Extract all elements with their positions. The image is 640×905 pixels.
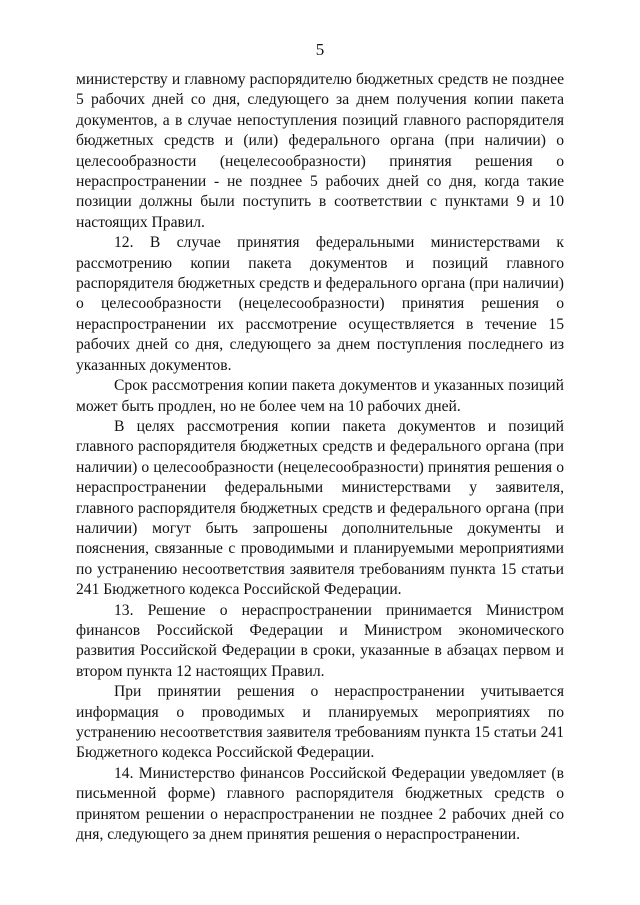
paragraph-decision-considerations: При принятии решения о нераспространении учитывается информация о проводимых и планируемых мероприятиях по устранению несоответствия заявителя требованиям пункта 15 статьи 241 Бюджетного кодекса Российской Федерации. [76,683,564,762]
paragraph-review-term: Срок рассмотрения копии пакета документов и указанных позиций может быть продлен, но не более чем на 10 рабочих дней. [76,377,564,415]
page-number: 5 [315,40,325,59]
paragraph-additional-documents: В целях рассмотрения копии пакета документов и позиций главного распорядителя бюджетных средств и федерального органа (при наличии) о целесообразности (нецелесообразности) принятия решения о нераспространении федеральными министерствами у заявителя, главного распорядителя бюджетных средств и федерального органа (при наличии) могут быть запрошены дополнительные документы и пояснения, связанные с проводимыми и планируемыми мероприятиями по устранению несоответствия заявителя требованиям пункта 15 статьи 241 Бюджетного кодекса Российской Федерации. [76,417,564,599]
paragraph-clause-13: 13. Решение о нераспространении принимается Министром финансов Российской Федерации и Министром экономического развития Российской Федерации в сроки, указанные в абзацах первом и втором пункта 12 настоящих Правил. [76,601,564,680]
paragraph-clause-14: 14. Министерство финансов Российской Федерации уведомляет (в письменной форме) главного распорядителя бюджетных средств о принятом решении о нераспространении не позднее 2 рабочих дней со дня, следующего за днем принятия решения о нераспространении. [76,764,564,844]
document-body [76,70,564,845]
paragraph-continuation: министерству и главному распорядителю бюджетных средств не позднее 5 рабочих дней со дня, следующего за днем получения копии пакета документов, а в случае непоступления позиций главного распорядителя бюджетных средств и (или) федерального органа (при наличии) о целесообразности (нецелесообразности) принятия решения о нераспространении - не позднее 5 рабочих дней со дня, когда такие позиции должны были поступить в соответствии с пунктами 9 и 10 настоящих Правил. [76,71,564,231]
paragraph-clause-12: 12. В случае принятия федеральными министерствами к рассмотрению копии пакета документов и позиций главного распорядителя бюджетных средств и федерального органа (при наличии) о целесообразности (нецелесообразности) принятия решения о нераспространении их рассмотрение осуществляется в течение 15 рабочих дней со дня, следующего за днем поступления последнего из указанных документов. [76,234,564,374]
